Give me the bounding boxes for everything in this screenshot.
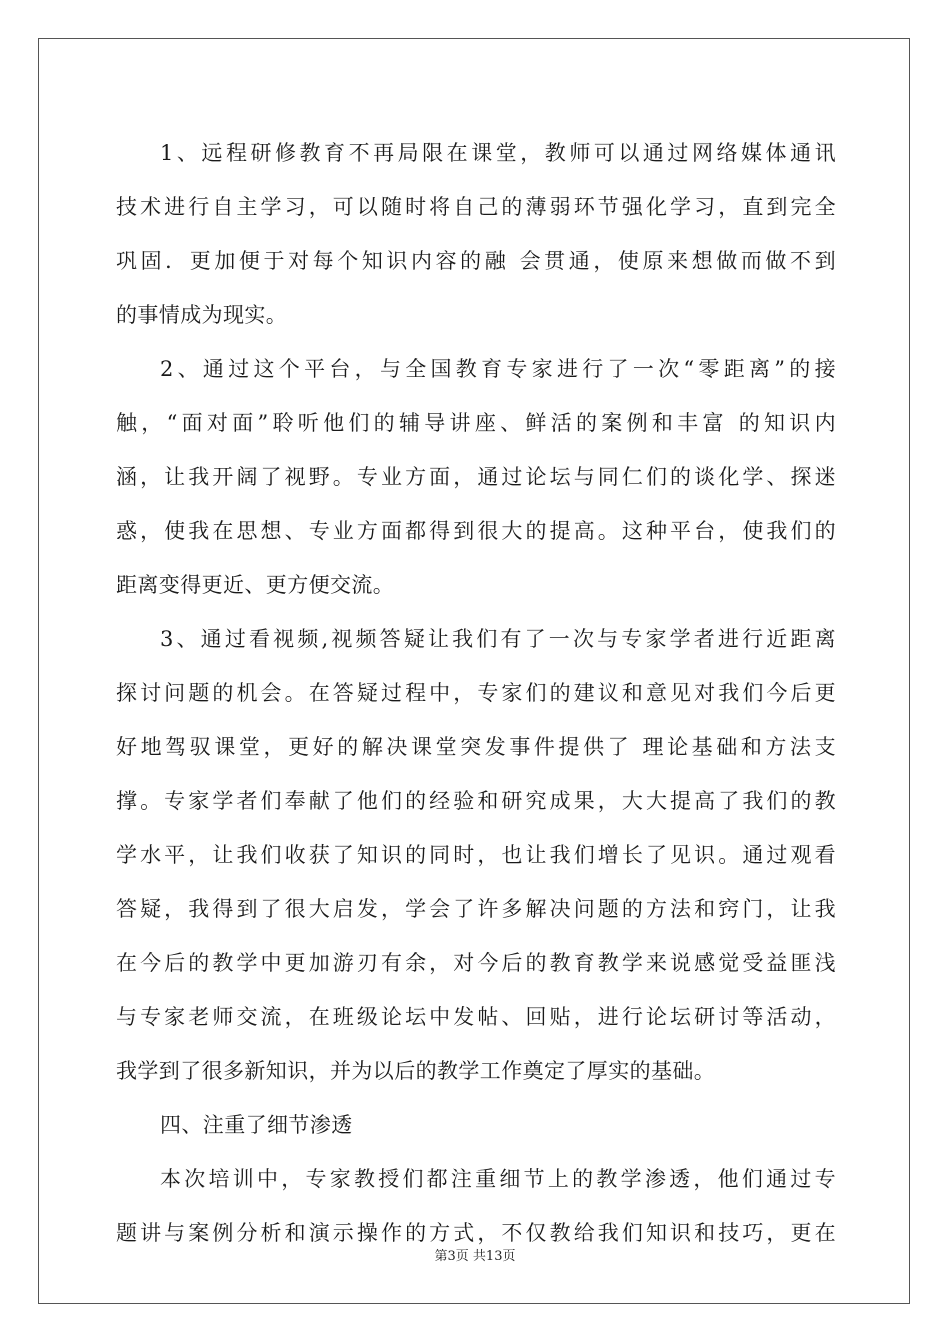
paragraph-3-line-9: 我学到了很多新知识，并为以后的教学工作奠定了厚实的基础。	[116, 1059, 716, 1083]
paragraph-2-line-4: 惑，使我在思想、专业方面都得到很大的提高。这种平台，使我们的	[116, 519, 836, 543]
paragraph-3-line-3: 好地驾驭课堂，更好的解决课堂突发事件提供了 理论基础和方法支	[116, 735, 836, 759]
paragraph-3-line-4: 撑。专家学者们奉献了他们的经验和研究成果，大大提高了我们的教	[116, 789, 836, 813]
paragraph-1-line-4: 的事情成为现实。	[116, 303, 288, 327]
paragraph-3-line-7: 在今后的教学中更加游刃有余，对今后的教育教学来说感觉受益匪浅	[116, 951, 836, 975]
document-body	[116, 126, 836, 1260]
paragraph-1-line-3: 巩固．更加便于对每个知识内容的融 会贯通，使原来想做而做不到	[116, 249, 836, 273]
paragraph-1-line-1: 1、远程研修教育不再局限在课堂，教师可以通过网络媒体通讯	[160, 141, 836, 165]
paragraph-2-line-5: 距离变得更近、更方便交流。	[116, 573, 395, 597]
paragraph-1-line-2: 技术进行自主学习，可以随时将自己的薄弱环节强化学习，直到完全	[116, 195, 836, 219]
paragraph-2-line-2: 触，“面对面”聆听他们的辅导讲座、鲜活的案例和丰富 的知识内	[116, 411, 836, 435]
paragraph-2-line-3: 涵，让我开阔了视野。专业方面，通过论坛与同仁们的谈化学、探迷	[116, 465, 836, 489]
section-heading: 四、注重了细节渗透	[160, 1113, 353, 1137]
paragraph-3-line-1: 3、通过看视频,视频答疑让我们有了一次与专家学者进行近距离	[160, 627, 836, 651]
paragraph-4-line-2: 题讲与案例分析和演示操作的方式，不仅教给我们知识和技巧，更在	[116, 1221, 836, 1245]
paragraph-3-line-6: 答疑，我得到了很大启发，学会了许多解决问题的方法和窍门，让我	[116, 897, 836, 921]
paragraph-3-line-2: 探讨问题的机会。在答疑过程中，专家们的建议和意见对我们今后更	[116, 681, 836, 705]
paragraph-4-line-1: 本次培训中，专家教授们都注重细节上的教学渗透，他们通过专	[160, 1167, 836, 1191]
paragraph-3-line-8: 与专家老师交流，在班级论坛中发帖、回贴，进行论坛研讨等活动，	[116, 1005, 836, 1029]
paragraph-2-line-1: 2、通过这个平台，与全国教育专家进行了一次“零距离”的接	[160, 357, 836, 381]
paragraph-3-line-5: 学水平，让我们收获了知识的同时，也让我们增长了见识。通过观看	[116, 843, 836, 867]
page-number-footer: 第3页 共13页	[434, 1249, 516, 1264]
